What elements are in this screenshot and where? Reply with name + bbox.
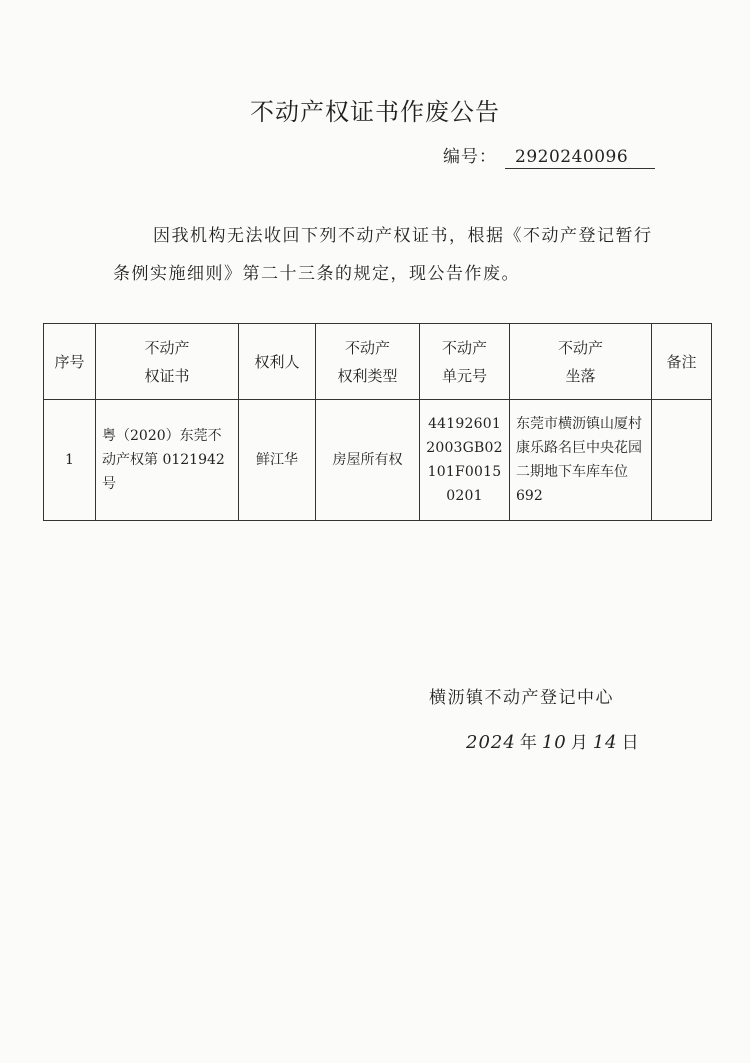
date-year-unit: 年 [519, 733, 538, 753]
header-certificate: 不动产 权证书 [96, 324, 239, 400]
serial-number-row [443, 142, 655, 169]
header-location: 不动产 坐落 [510, 324, 652, 400]
cell-remark [652, 400, 712, 521]
date-month-unit: 月 [570, 733, 589, 753]
cell-right-type: 房屋所有权 [316, 400, 420, 521]
cell-location: 东莞市横沥镇山厦村康乐路名巨中央花园二期地下车库车位 692 [510, 400, 652, 521]
date-year: 2024 [466, 732, 516, 753]
date-day: 14 [592, 732, 618, 753]
cell-index: 1 [44, 400, 96, 521]
issue-date [462, 728, 640, 753]
serial-number: 2920240096 [505, 147, 655, 169]
cell-unit-number: 441926012003GB02101F00150201 [420, 400, 510, 521]
header-right-type: 不动产 权利类型 [316, 324, 420, 400]
page-title: 不动产权证书作废公告 [250, 98, 500, 126]
date-month: 10 [541, 732, 567, 753]
table-header-row [44, 324, 712, 400]
date-day-unit: 日 [621, 733, 640, 753]
serial-label: 编号： [443, 147, 497, 167]
header-owner: 权利人 [239, 324, 316, 400]
cell-certificate: 粤（2020）东莞不动产权第 0121942 号 [96, 400, 239, 521]
header-index: 序号 [44, 324, 96, 400]
header-unit-number: 不动产 单元号 [420, 324, 510, 400]
header-remark: 备注 [652, 324, 712, 400]
table-row [44, 400, 712, 521]
notice-paragraph: 因我机构无法收回下列不动产权证书，根据《不动产登记暂行条例实施细则》第二十三条的规定，现公告作废。 [113, 226, 653, 284]
cell-owner: 鲜江华 [239, 400, 316, 521]
issuing-organization: 横沥镇不动产登记中心 [429, 688, 614, 708]
certificate-table [43, 323, 712, 521]
